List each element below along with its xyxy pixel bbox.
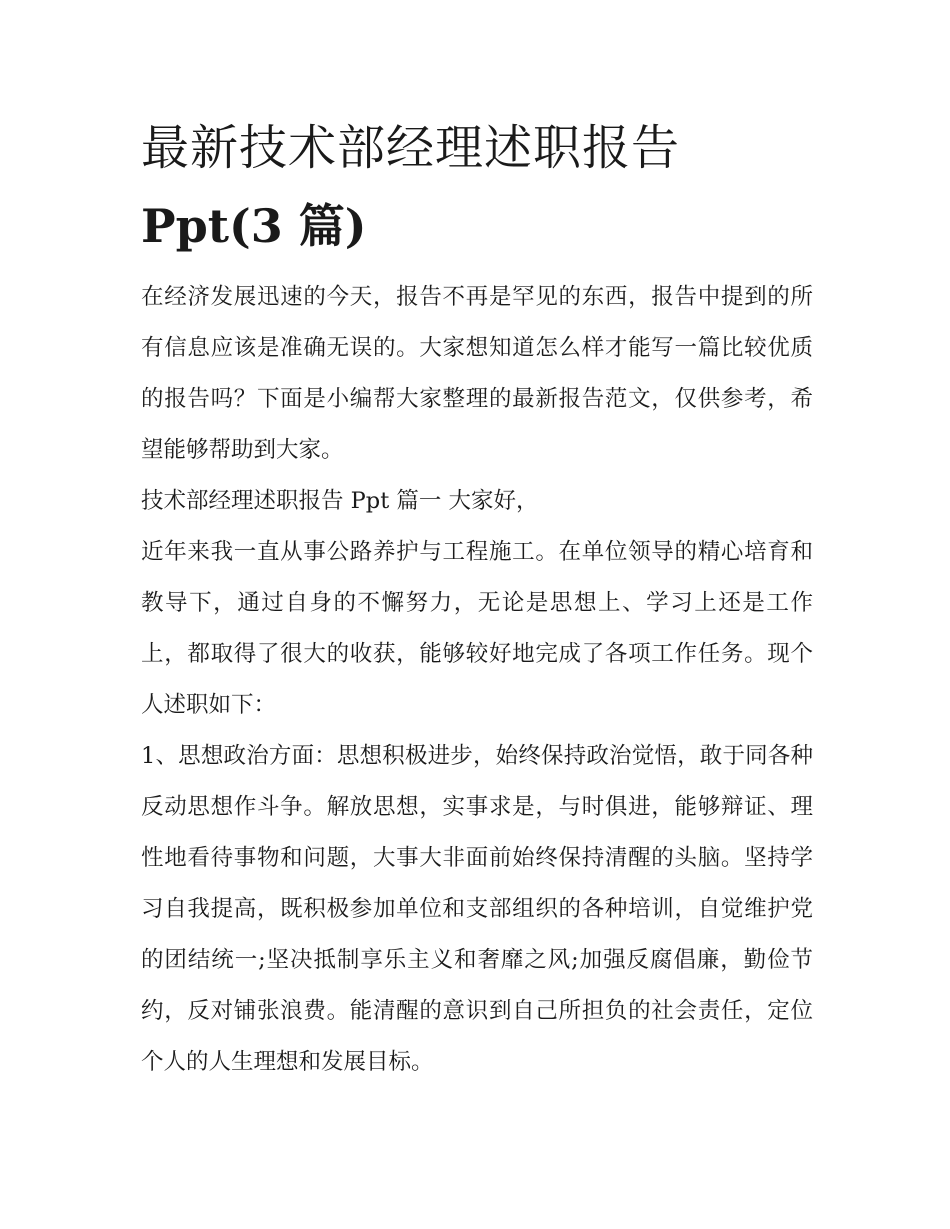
intro-paragraph: 在经济发展迅速的今天，报告不再是罕见的东西，报告中提到的所有信息应该是准确无误的。大家想知道怎么样才能写一篇比较优质的报告吗？下面是小编帮大家整理的最新报告范文，仅供参考，希望能够帮助到大家。 <box>141 284 813 463</box>
body-paragraph: 近年来我一直从事公路养护与工程施工。在单位领导的精心培育和教导下，通过自身的不懈努力，无论是思想上、学习上还是工作上，都取得了很大的收获，能够较好地完成了各项工作任务。现个人述职如下： <box>141 539 813 718</box>
section-heading-paragraph: 技术部经理述职报告 Ppt 篇一 大家好， <box>141 488 539 514</box>
document-title: 最新技术部经理述职报告 <box>141 120 681 176</box>
document-title-subtitle: Ppt(3 篇) <box>141 199 367 253</box>
body-paragraph: 1、思想政治方面：思想积极进步，始终保持政治觉悟，敢于同各种反动思想作斗争。解放思想，实事求是，与时俱进，能够辩证、理性地看待事物和问题，大事大非面前始终保持清醒的头脑。坚持学习自我提高，既积极参加单位和支部组织的各种培训，自觉维护党的团结统一;坚决抵制享乐主义和奢靡之风;加强反腐倡廉，勤俭节约，反对铺张浪费。能清醒的意识到自己所担负的社会责任，定位个人的人生理想和发展目标。 <box>141 743 813 1075</box>
document-body <box>141 112 813 1088</box>
